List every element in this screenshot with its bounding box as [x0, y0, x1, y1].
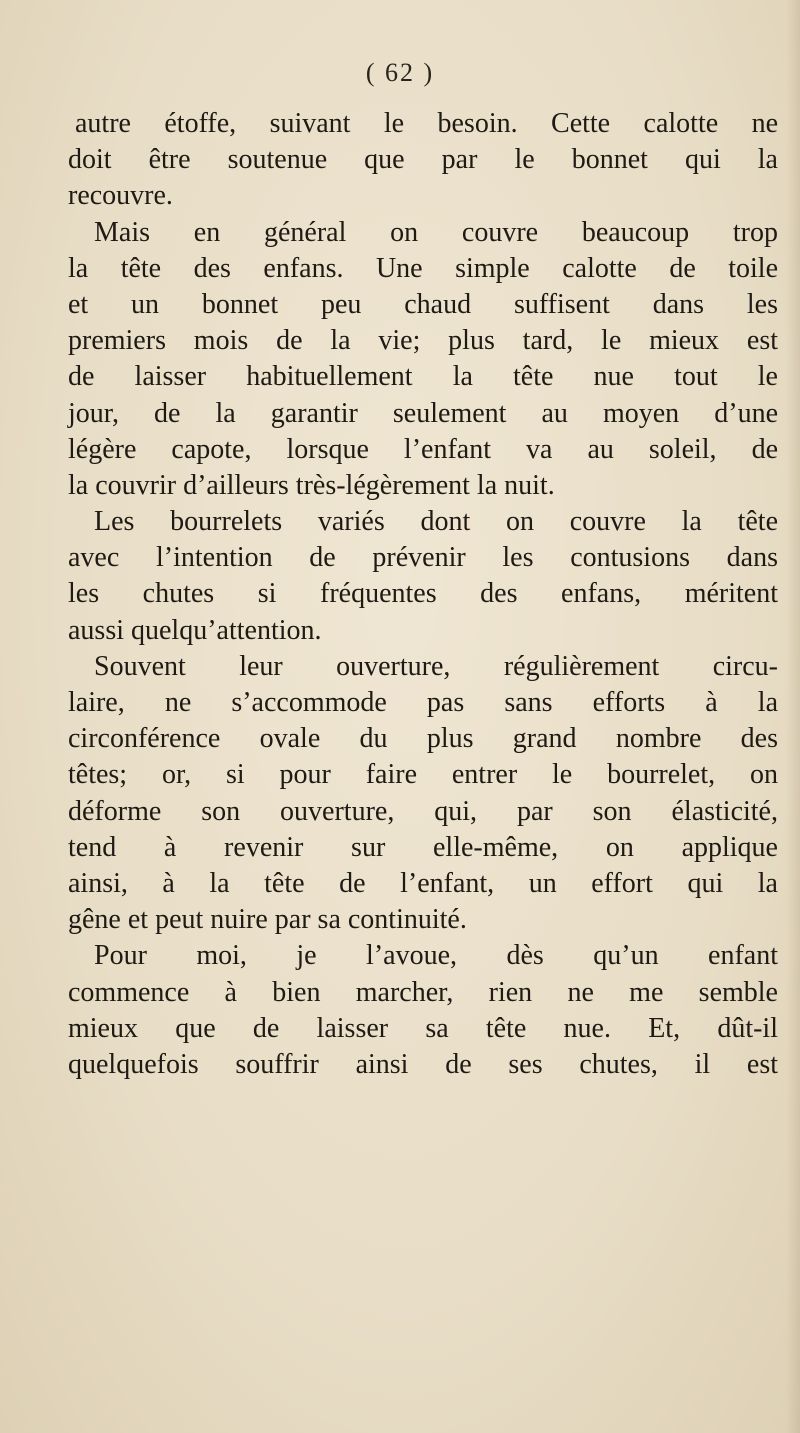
text-line: doit être soutenue que par le bonnet qui la — [68, 144, 778, 176]
text-line: aussi quelqu’attention. — [68, 614, 322, 646]
text-line: mieux que de laisser sa tête nue. Et, dût-il — [68, 1012, 778, 1044]
text-line: tend à revenir sur elle-même, on applique — [68, 831, 778, 863]
text-line: autre étoffe, suivant le besoin. Cette calotte ne — [75, 108, 778, 139]
text-line: gêne et peut nuire par sa continuité. — [68, 904, 467, 936]
text-line: avec l’intention de prévenir les contusions dans — [68, 542, 778, 574]
text-line: laire, ne s’accommode pas sans efforts à la — [68, 687, 778, 718]
text-line: la tête des enfans. Une simple calotte de toile — [68, 252, 778, 284]
text-line: premiers mois de la vie; plus tard, le mieux est — [68, 325, 778, 357]
text-line: les chutes si fréquentes des enfans, méritent — [68, 578, 778, 610]
text-line: déforme son ouverture, qui, par son élasticité, — [68, 795, 778, 827]
page-number: ( 62 ) — [365, 58, 435, 87]
page-edge-shadow — [786, 0, 800, 1433]
text-line: têtes; or, si pour faire entrer le bourrelet, on — [68, 759, 778, 791]
text-line: ainsi, à la tête de l’enfant, un effort qui la — [68, 867, 778, 899]
text-line: commence à bien marcher, rien ne me semble — [68, 976, 778, 1008]
text-line: circonférence ovale du plus grand nombre des — [68, 723, 778, 755]
text-line: Mais en général on couvre beaucoup trop — [94, 216, 778, 248]
text-line: quelquefois souffrir ainsi de ses chutes, il est — [68, 1048, 778, 1080]
text-line: de laisser habituellement la tête nue tout le — [68, 361, 778, 393]
text-line: légère capote, lorsque l’enfant va au soleil, de — [68, 433, 778, 465]
body-text — [68, 106, 778, 1083]
text-line: Pour moi, je l’avoue, dès qu’un enfant — [94, 940, 778, 972]
text-line: la couvrir d’ailleurs très-légèrement la nuit. — [68, 469, 555, 501]
text-line: et un bonnet peu chaud suffisent dans les — [68, 288, 778, 320]
text-line: recouvre. — [68, 180, 173, 212]
text-line: Souvent leur ouverture, régulièrement circu- — [94, 650, 778, 682]
text-line: jour, de la garantir seulement au moyen d’une — [68, 397, 778, 429]
text-line: Les bourrelets variés dont on couvre la tête — [94, 506, 778, 538]
